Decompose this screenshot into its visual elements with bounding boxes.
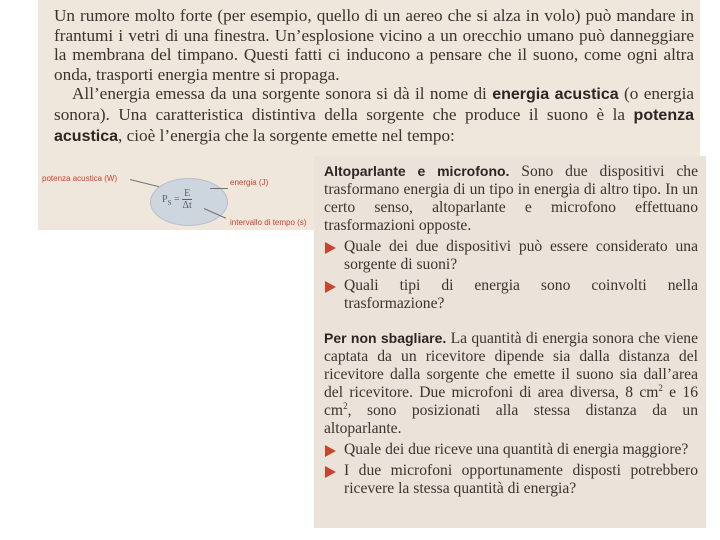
term-potenza-acustica: potenza acustica [54,106,694,145]
paragraph-2-part-c: , cioè l’energia che la sorgente emette nel tempo: [118,125,455,145]
paragraph-1: Un rumore molto forte (per esempio, quello di un aereo che si alza in volo) può mandare in frantumi i vetri di una finestra. Un’esplosione vicino a un orecchio umano può danneggiare la membrana del timpano. Questi fatti ci inducono a pensare che il suono, come ogni altra onda, trasporti energia mentre si propaga. [54,6,694,84]
box-paragraph-1 [324,162,698,235]
box-sup-2: 2 [343,400,348,411]
formula-numerator: E [184,188,191,199]
formula-denominator: Δt [182,200,192,211]
box-text-2-a: La quantità di energia sonora che viene captata da un ricevitore dipende sia dalla distanza del ricevitore dalla sorgente che emette il suono sia dall’area del ricevitore. Due microfoni di area diversa, 8 cm [324,330,698,401]
right-triangle-arrow-icon [325,466,336,478]
leader-line-power [130,179,159,187]
paragraph-2-part-a: All’energia emessa da una sorgente sonora si dà il nome di [72,84,493,104]
box-text-2-b: e 16 cm [324,384,698,419]
question-1-text: Quale dei due dispositivi può essere considerato una sorgente di suoni? [344,238,698,273]
question-3 [324,441,698,459]
box-heading-2: Per non sbagliare. [324,330,447,346]
question-2 [324,277,698,313]
paragraph-2-part-b: (o energia sonora). Una caratteristica distintiva della sorgente che produce il suono è la [54,84,694,124]
question-1 [324,238,698,274]
box-paragraph-2 [324,329,698,438]
equals-sign: = [173,193,183,205]
formula-lhs: P [162,193,168,205]
right-triangle-arrow-icon [325,281,336,293]
box-text-1: Sono due dispositivi che trasformano energia di un tipo in energia di altro tipo. In un certo senso, altoparlante e microfono effettuano trasformazioni opposte. [324,163,698,234]
term-energia-acustica: energia acustica [492,86,619,104]
formula-energy-label: energia (J) [230,178,269,187]
right-triangle-arrow-icon [325,445,336,457]
box-heading-1: Altoparlante e microfono. [324,163,510,179]
box-text-2-c: , sono posizionati alla stessa distanza da un altoparlante. [324,402,698,437]
formula-lhs-sub: S [167,198,172,207]
formula-time-label: intervallo di tempo (s) [230,218,307,227]
exercise-box [314,156,706,528]
right-triangle-arrow-icon [325,242,336,254]
box-sup-1: 2 [658,382,663,393]
formula-expression [162,188,218,211]
exercise-box-content [324,162,698,498]
formula-fraction [182,188,192,211]
question-4-text: I due microfoni opportunamente disposti potrebbero ricevere la stessa quantità di energia? [344,462,698,497]
main-text [54,6,694,146]
leader-line-energy [210,188,228,189]
formula-power-label: potenza acustica (W) [42,174,118,183]
paragraph-2 [54,84,694,146]
formula-figure [38,164,328,230]
question-2-text: Quali tipi di energia sono coinvolti nella trasformazione? [344,277,698,312]
question-3-text: Quale dei due riceve una quantità di energia maggiore? [344,441,689,458]
question-4 [324,462,698,498]
